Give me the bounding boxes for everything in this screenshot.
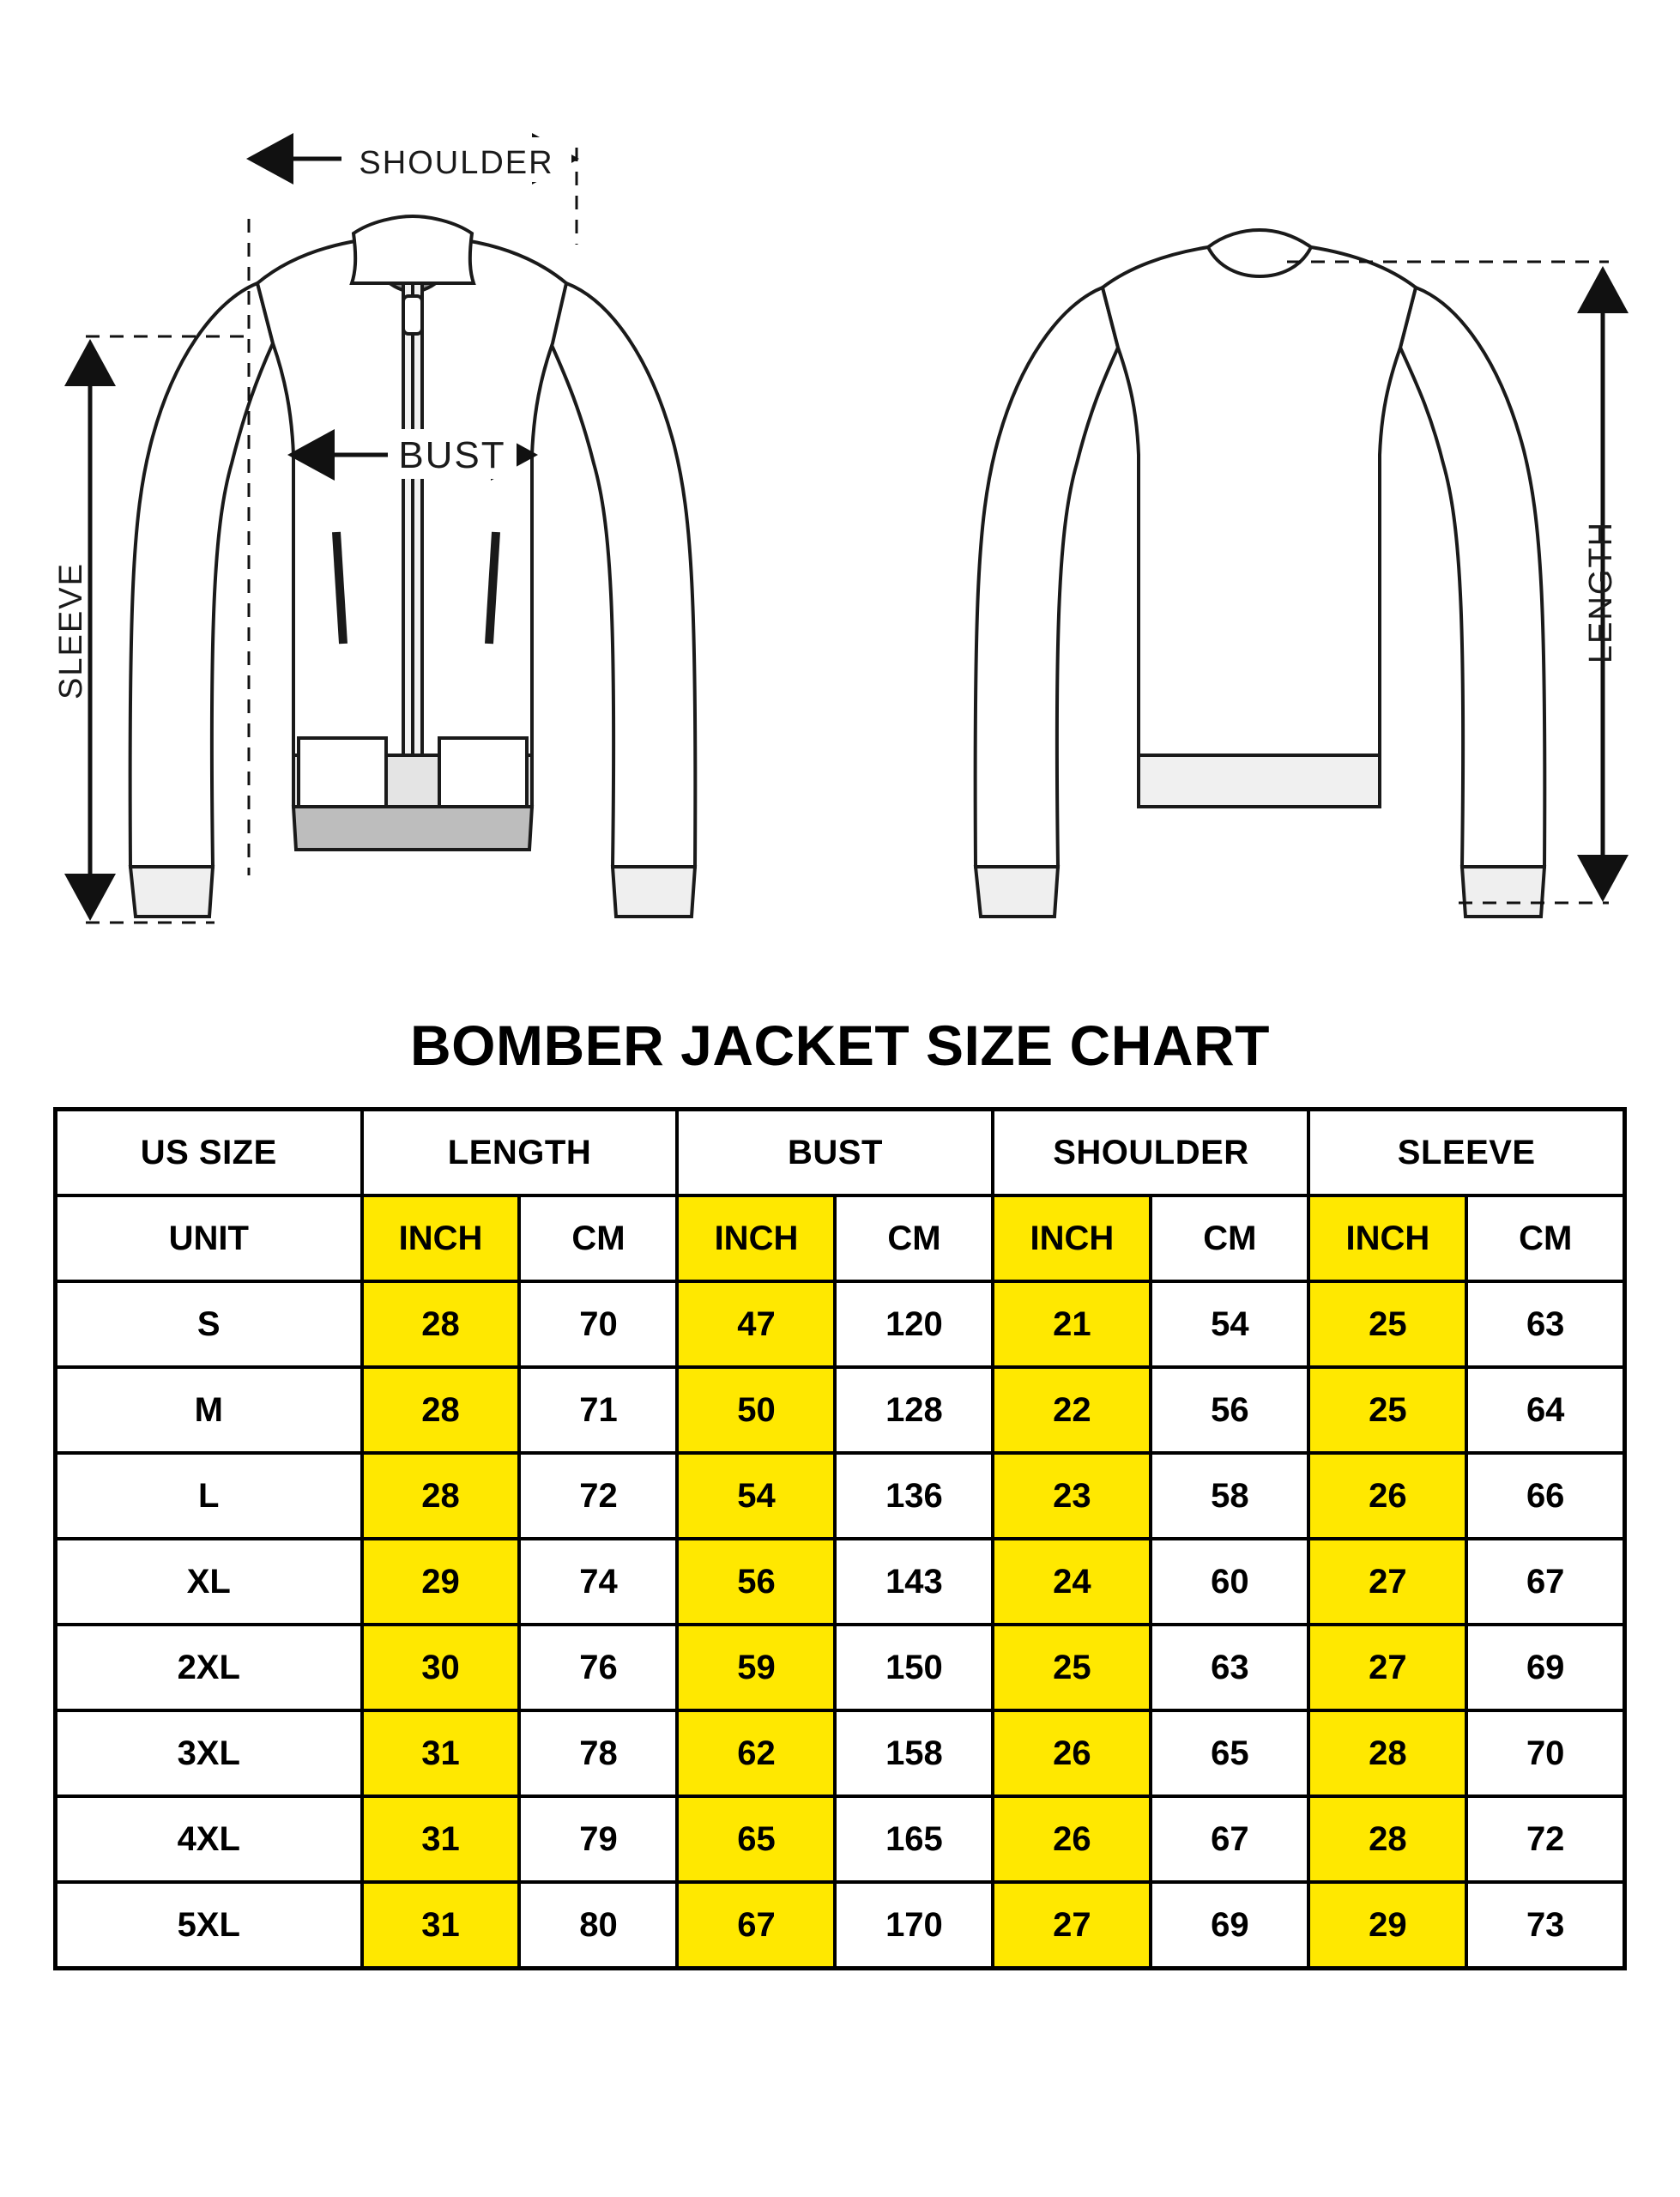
cell-bust-cm: 128 <box>835 1367 993 1453</box>
cell-sleeve-cm: 69 <box>1466 1625 1624 1710</box>
row-size: L <box>56 1453 362 1539</box>
unit-bust-cm: CM <box>835 1195 993 1281</box>
cell-sleeve-cm: 66 <box>1466 1453 1624 1539</box>
cell-length-cm: 80 <box>519 1882 677 1969</box>
cell-shoulder-cm: 56 <box>1151 1367 1308 1453</box>
row-size: M <box>56 1367 362 1453</box>
unit-length-inch: INCH <box>362 1195 520 1281</box>
row-size: 2XL <box>56 1625 362 1710</box>
row-size: 5XL <box>56 1882 362 1969</box>
label-bust: BUST <box>398 434 506 476</box>
header-length: LENGTH <box>362 1110 678 1196</box>
page-title: BOMBER JACKET SIZE CHART <box>409 1014 1271 1077</box>
cell-length-cm: 78 <box>519 1710 677 1796</box>
bomber-jacket-front-illustration <box>130 216 696 917</box>
table-row <box>56 1625 1625 1710</box>
cell-length-inch: 28 <box>362 1367 520 1453</box>
cell-shoulder-cm: 54 <box>1151 1281 1308 1367</box>
row-size: XL <box>56 1539 362 1625</box>
label-sleeve: SLEEVE <box>53 562 89 699</box>
cell-bust-inch: 56 <box>677 1539 835 1625</box>
cell-shoulder-inch: 24 <box>993 1539 1151 1625</box>
table-row <box>56 1710 1625 1796</box>
cell-shoulder-inch: 26 <box>993 1710 1151 1796</box>
cell-shoulder-cm: 65 <box>1151 1710 1308 1796</box>
cell-shoulder-inch: 27 <box>993 1882 1151 1969</box>
cell-bust-cm: 120 <box>835 1281 993 1367</box>
cell-length-inch: 28 <box>362 1453 520 1539</box>
cell-bust-cm: 150 <box>835 1625 993 1710</box>
cell-length-inch: 30 <box>362 1625 520 1710</box>
cell-bust-inch: 47 <box>677 1281 835 1367</box>
row-size: 4XL <box>56 1796 362 1882</box>
unit-shoulder-cm: CM <box>1151 1195 1308 1281</box>
cell-shoulder-cm: 63 <box>1151 1625 1308 1710</box>
cell-shoulder-inch: 22 <box>993 1367 1151 1453</box>
cell-bust-inch: 59 <box>677 1625 835 1710</box>
cell-length-cm: 71 <box>519 1367 677 1453</box>
row-size: S <box>56 1281 362 1367</box>
cell-length-cm: 70 <box>519 1281 677 1367</box>
size-chart-table <box>53 1107 1627 1970</box>
cell-length-cm: 79 <box>519 1796 677 1882</box>
cell-shoulder-cm: 67 <box>1151 1796 1308 1882</box>
cell-shoulder-cm: 60 <box>1151 1539 1308 1625</box>
cell-shoulder-inch: 25 <box>993 1625 1151 1710</box>
unit-label: UNIT <box>56 1195 362 1281</box>
cell-sleeve-inch: 26 <box>1308 1453 1466 1539</box>
table-header-row <box>56 1110 1625 1196</box>
cell-sleeve-inch: 27 <box>1308 1625 1466 1710</box>
cell-length-cm: 76 <box>519 1625 677 1710</box>
unit-sleeve-cm: CM <box>1466 1195 1624 1281</box>
garment-illustration <box>0 0 1680 987</box>
cell-bust-inch: 50 <box>677 1367 835 1453</box>
cell-length-cm: 74 <box>519 1539 677 1625</box>
cell-bust-cm: 165 <box>835 1796 993 1882</box>
cell-sleeve-cm: 72 <box>1466 1796 1624 1882</box>
cell-length-inch: 29 <box>362 1539 520 1625</box>
cell-bust-inch: 67 <box>677 1882 835 1969</box>
cell-sleeve-cm: 63 <box>1466 1281 1624 1367</box>
table-row <box>56 1882 1625 1969</box>
cell-bust-inch: 62 <box>677 1710 835 1796</box>
cell-bust-inch: 65 <box>677 1796 835 1882</box>
cell-sleeve-cm: 67 <box>1466 1539 1624 1625</box>
unit-shoulder-inch: INCH <box>993 1195 1151 1281</box>
cell-length-inch: 28 <box>362 1281 520 1367</box>
cell-bust-cm: 143 <box>835 1539 993 1625</box>
table-row <box>56 1539 1625 1625</box>
cell-sleeve-inch: 25 <box>1308 1367 1466 1453</box>
cell-length-inch: 31 <box>362 1796 520 1882</box>
header-us-size: US SIZE <box>56 1110 362 1196</box>
label-length: LENGTH <box>1583 520 1619 664</box>
cell-shoulder-inch: 21 <box>993 1281 1151 1367</box>
cell-shoulder-inch: 26 <box>993 1796 1151 1882</box>
table-row <box>56 1796 1625 1882</box>
cell-bust-cm: 170 <box>835 1882 993 1969</box>
table-row <box>56 1281 1625 1367</box>
unit-bust-inch: INCH <box>677 1195 835 1281</box>
cell-sleeve-cm: 73 <box>1466 1882 1624 1969</box>
cell-length-inch: 31 <box>362 1710 520 1796</box>
row-size: 3XL <box>56 1710 362 1796</box>
cell-shoulder-inch: 23 <box>993 1453 1151 1539</box>
cell-bust-cm: 136 <box>835 1453 993 1539</box>
cell-shoulder-cm: 58 <box>1151 1453 1308 1539</box>
table-unit-row <box>56 1195 1625 1281</box>
header-shoulder: SHOULDER <box>993 1110 1308 1196</box>
table-row <box>56 1453 1625 1539</box>
cell-sleeve-inch: 28 <box>1308 1710 1466 1796</box>
cell-bust-inch: 54 <box>677 1453 835 1539</box>
header-sleeve: SLEEVE <box>1308 1110 1624 1196</box>
cell-length-cm: 72 <box>519 1453 677 1539</box>
cell-sleeve-inch: 29 <box>1308 1882 1466 1969</box>
header-bust: BUST <box>677 1110 993 1196</box>
table-row <box>56 1367 1625 1453</box>
cell-sleeve-inch: 25 <box>1308 1281 1466 1367</box>
cell-sleeve-inch: 28 <box>1308 1796 1466 1882</box>
label-shoulder: SHOULDER <box>359 145 554 181</box>
size-chart-table-wrap <box>0 1107 1680 1970</box>
cell-sleeve-inch: 27 <box>1308 1539 1466 1625</box>
cell-shoulder-cm: 69 <box>1151 1882 1308 1969</box>
cell-sleeve-cm: 70 <box>1466 1710 1624 1796</box>
unit-sleeve-inch: INCH <box>1308 1195 1466 1281</box>
unit-length-cm: CM <box>519 1195 677 1281</box>
cell-length-inch: 31 <box>362 1882 520 1969</box>
bomber-jacket-back-illustration <box>976 230 1545 917</box>
cell-sleeve-cm: 64 <box>1466 1367 1624 1453</box>
cell-bust-cm: 158 <box>835 1710 993 1796</box>
